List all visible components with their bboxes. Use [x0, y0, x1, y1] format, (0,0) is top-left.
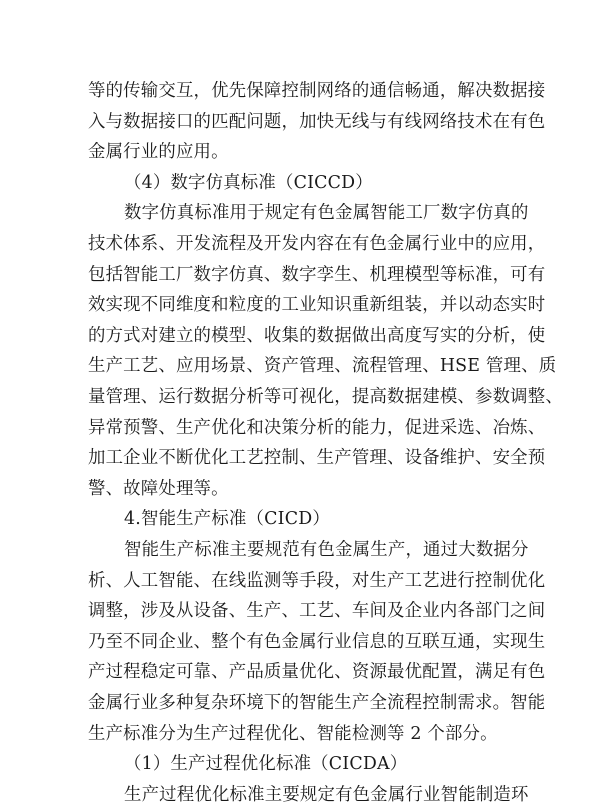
text-line: 效实现不同维度和粒度的工业知识重新组装，并以动态实时	[88, 295, 546, 316]
text-line: 数字仿真标准用于规定有色金属智能工厂数字仿真的	[124, 203, 529, 224]
text-line: 入与数据接口的匹配问题，加快无线与有线网络技术在有色	[88, 111, 546, 132]
text-line: 警、故障处理等。	[88, 478, 229, 499]
text-line: 金属行业的应用。	[88, 142, 229, 163]
text-line: 乃至不同企业、整个有色金属行业信息的互联互通，实现生	[88, 631, 546, 652]
text-line: 包括智能工厂数字仿真、数字孪生、机理模型等标准，可有	[88, 264, 546, 285]
text-line: 的方式对建立的模型、收集的数据做出高度写实的分析，使	[88, 325, 546, 346]
text-line: 金属行业多种复杂环境下的智能生产全流程控制需求。智能	[88, 693, 546, 713]
text-line: 智能生产标准主要规范有色金属生产，通过大数据分	[124, 540, 529, 560]
text-line: 生产标准分为生产过程优化、智能检测等 2 个部分。	[88, 723, 498, 744]
text-line: 析、人工智能、在线监测等手段，对生产工艺进行控制优化	[88, 570, 546, 591]
section-heading: （1）生产过程优化标准（CICDA）	[124, 754, 408, 775]
section-heading: 4.智能生产标准（CICD）	[124, 509, 330, 530]
section-heading: （4）数字仿真标准（CICCD）	[124, 172, 373, 193]
text-line: 量管理、运行数据分析等可视化，提高数据建模、参数调整、	[88, 387, 563, 407]
text-line: 生产过程优化标准主要规定有色金属行业智能制造环	[124, 784, 529, 805]
text-line: 异常预警、生产优化和决策分析的能力，促进采选、冶炼、	[88, 417, 546, 438]
text-line: 加工企业不断优化工艺控制、生产管理、设备维护、安全预	[88, 448, 546, 469]
text-line: 产过程稳定可靠、产品质量优化、资源最优配置，满足有色	[88, 662, 546, 683]
text-line: 调整，涉及从设备、生产、工艺、车间及企业内各部门之间	[88, 601, 546, 622]
text-line: 生产工艺、应用场景、资产管理、流程管理、HSE 管理、质	[88, 356, 557, 377]
text-line: 等的传输交互，优先保障控制网络的通信畅通，解决数据接	[88, 81, 546, 101]
text-line: 技术体系、开发流程及开发内容在有色金属行业中的应用，	[88, 234, 546, 254]
